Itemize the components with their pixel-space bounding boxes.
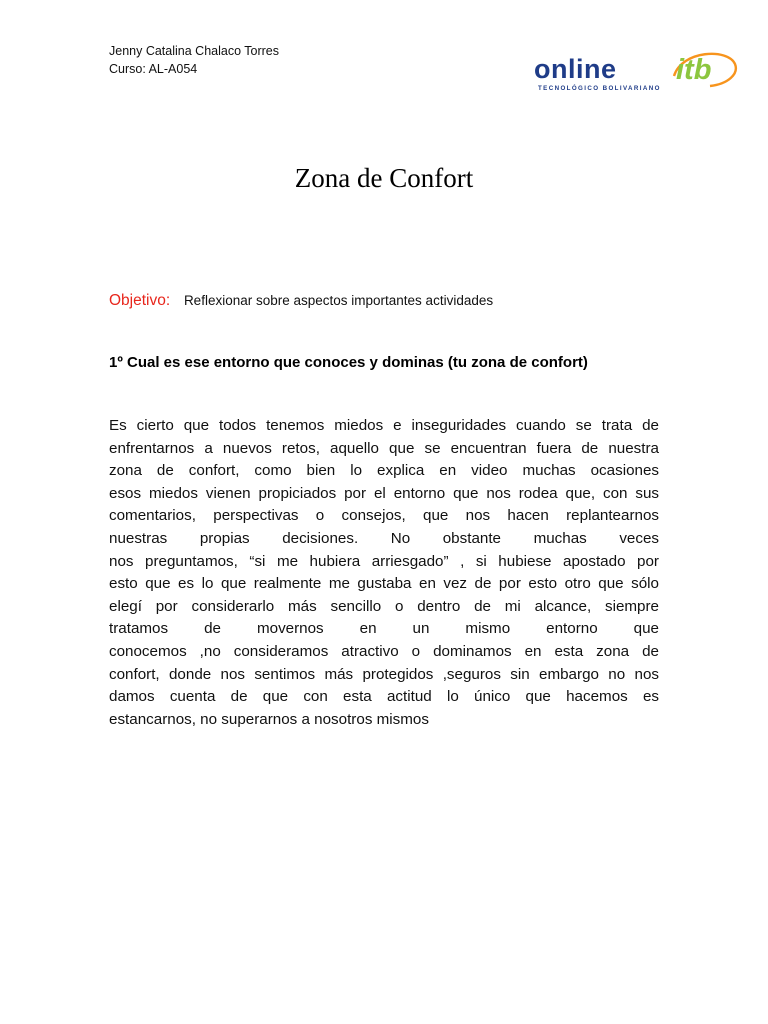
online-itb-logo xyxy=(532,46,738,96)
logo-mark: itb xyxy=(676,54,712,86)
paragraph-line: esos miedos vienen propiciados por el entorno que nos rodea que, con sus xyxy=(109,484,659,502)
paragraph-line: nos preguntamos, “si me hubiera arriesgado” , si hubiese apostado por xyxy=(109,552,659,570)
body-paragraph xyxy=(109,415,659,731)
objective xyxy=(109,290,493,312)
logo-graphic xyxy=(532,46,738,96)
paragraph-line: enfrentarnos a nuevos retos, aquello que se encuentran fuera de nuestra xyxy=(109,439,659,457)
paragraph-line: confort, donde nos sentimos más protegidos ,seguros sin embargo no nos xyxy=(109,665,659,683)
paragraph-line: estancarnos, no superarnos a nosotros mismos xyxy=(109,710,429,728)
document-title: Zona de Confort xyxy=(294,163,474,193)
paragraph-line: Es cierto que todos tenemos miedos e inseguridades cuando se trata de xyxy=(109,417,659,434)
paragraph-line: nuestras propias decisiones. No obstante muchas veces xyxy=(109,529,659,547)
objective-label: Objetivo: xyxy=(109,292,171,309)
paragraph-line: esto que es lo que realmente me gustaba en vez de por esto otro que sólo xyxy=(109,575,659,593)
paragraph-line: damos cuenta de que con esta actitud lo único que hacemos es xyxy=(109,688,659,706)
logo-tagline: TECNOLÓGICO BOLIVARIANO xyxy=(538,85,661,92)
header-info xyxy=(109,42,279,78)
course-code: Curso: AL-A054 xyxy=(109,62,198,76)
paragraph-line: conocemos ,no consideramos atractivo o dominamos en esta zona de xyxy=(109,642,659,660)
paragraph-line: zona de confort, como bien lo explica en video muchas ocasiones xyxy=(109,462,659,480)
paragraph-line: comentarios, perspectivas o consejos, que nos hacen replantearnos xyxy=(109,507,659,525)
logo-word: online xyxy=(534,54,617,84)
paragraph-line: tratamos de movernos en un mismo entorno que xyxy=(109,620,659,638)
objective-text: Reflexionar sobre aspectos importantes actividades xyxy=(183,293,494,308)
author-name: Jenny Catalina Chalaco Torres xyxy=(109,44,280,58)
question-heading: 1º Cual es ese entorno que conoces y dominas (tu zona de confort) xyxy=(109,354,588,371)
paragraph-line: elegí por considerarlo más sencillo o dentro de mi alcance, siempre xyxy=(109,597,659,615)
